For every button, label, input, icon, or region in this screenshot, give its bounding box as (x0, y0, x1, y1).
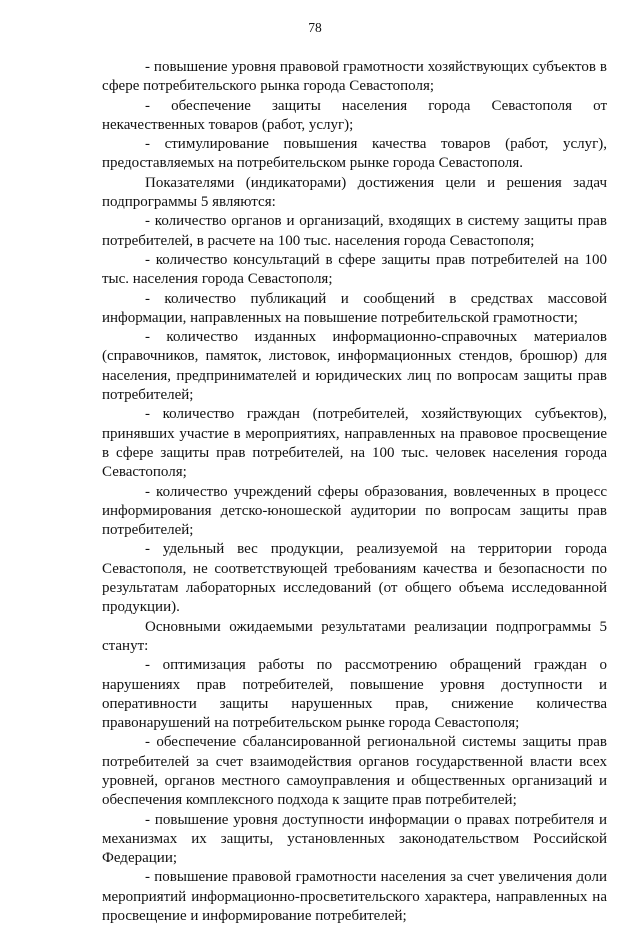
paragraph: Основными ожидаемыми результатами реализации подпрограммы 5 станут: (102, 618, 607, 654)
paragraph: - повышение уровня доступности информации о правах потребителя и механизмах их защиты, установленных законодательством Российской Федерации; (102, 811, 607, 867)
paragraph: - количество изданных информационно-справочных материалов (справочников, памяток, листовок, информационных стендов, брошюр) для населения, предпринимателей и юридических лиц по вопросам защиты прав потребителей; (102, 329, 607, 404)
paragraph: - обеспечение защиты населения города Севастополя от некачественных товаров (работ, услуг); (102, 97, 607, 133)
paragraph: - количество граждан (потребителей, хозяйствующих субъектов), принявших участие в мероприятиях, направленных на правовое просвещение в сфере защиты прав потребителей, на 100 тыс. человек населения города Севастополя; (102, 406, 607, 481)
paragraph: - повышение правовой грамотности населения за счет увеличения доли мероприятий информационно-просветительского характера, направленных на просвещение и информирование потребителей; (102, 869, 607, 925)
paragraph: - количество органов и организаций, входящих в систему защиты прав потребителей, в расчете на 100 тыс. населения города Севастополя; (102, 213, 607, 249)
paragraph: - количество публикаций и сообщений в средствах массовой информации, направленных на повышение потребительской грамотности; (102, 290, 607, 326)
paragraph: - удельный вес продукции, реализуемой на территории города Севастополя, не соответствующей требованиям качества и безопасности по результатам лабораторных исследований (от общего объема исследованной продукции). (102, 541, 607, 616)
paragraph: - стимулирование повышения качества товаров (работ, услуг), предоставляемых на потребительском рынке города Севастополя. (102, 136, 607, 172)
paragraph: - оптимизация работы по рассмотрению обращений граждан о нарушениях прав потребителей, повышение уровня доступности и оперативности защиты нарушенных прав, снижение количества правонарушений на потребительском рынке города Севастополя; (102, 657, 607, 732)
paragraph: - количество учреждений сферы образования, вовлеченных в процесс информирования детско-юношеской аудитории по вопросам защиты прав потребителей; (102, 483, 607, 539)
paragraph: - повышение уровня правовой грамотности хозяйствующих субъектов в сфере потребительского рынка города Севастополя; (102, 59, 607, 95)
paragraph: - количество консультаций в сфере защиты прав потребителей на 100 тыс. населения города Севастополя; (102, 251, 607, 288)
page-number: 78 (308, 20, 322, 35)
document-body (102, 58, 607, 926)
paragraph: - обеспечение сбалансированной региональной системы защиты прав потребителей за счет взаимодействия органов государственной власти всех уровней, органов местного самоуправления и общественных организаций и обеспечения комплексного подхода к защите прав потребителей; (102, 734, 607, 809)
paragraph: Показателями (индикаторами) достижения цели и решения задач подпрограммы 5 являются: (102, 174, 607, 211)
